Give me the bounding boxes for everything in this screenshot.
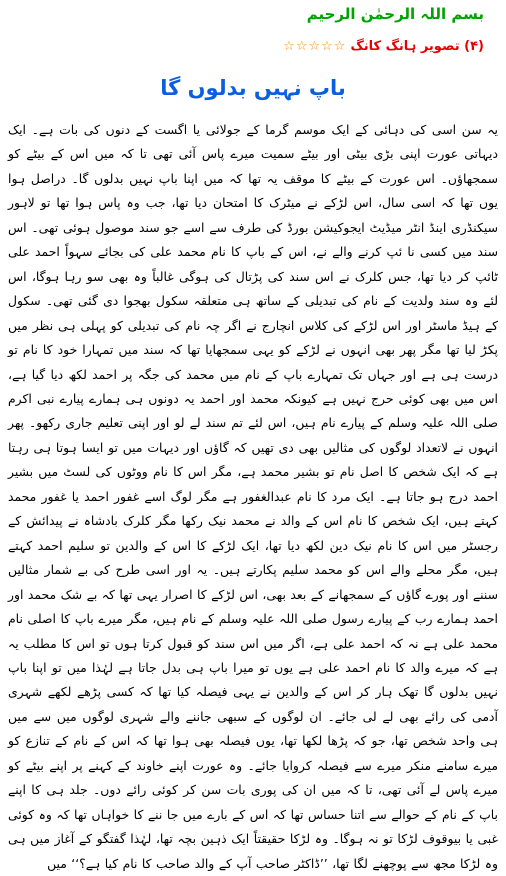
story-paragraph: یہ سن اسی کی دہائی کے ایک موسم گرما کے جولائی یا اگست کے دنوں کی بات ہے۔ ایک دیہاتی عورت اپنی بڑی بیٹی اور بیٹے سمیت میرے پاس آئی تھی تا کہ میں اس کے بیٹے کو سمجھاؤں۔ اس عورت کے بیٹے کا موقف یہ تھا کہ میں اپنا باپ نہیں بدلوں گا۔ دراصل ہوا یوں تھا کہ اسی سال، اس لڑکے نے میٹرک کا امتحان دیا تھا، جب وہ پاس ہوا تھا تو لاہور سیکنڈری اینڈ انٹر میڈیٹ ایجوکیشن بورڈ کی طرف سے اسے جو سند موصول ہوئی تھی۔ اس سند میں کسی نا ئپ کرنے والے نے، اس کے باپ کا نام محمد علی کی بجائے سہواً احمد علی ٹائپ کر دیا تھا، جس کلرک نے اس سند کی پڑتال کی ہوگی غالباً وہ بھی سو رہا ہوگا، اس لئے وہ سند ولدیت کے نام کی تبدیلی کے ساتھ ہی متعلقہ سکول بھجوا دی گئی تھی۔ سکول کے ہیڈ ماسٹر اور اس لڑکے کی کلاس انچارج نے اگر چہ نام کی تبدیلی کو پہلی ہی نظر میں پکڑ لیا تھا مگر پھر بھی انہوں نے لڑکے کو یہی سمجھایا تھا کہ سند میں تمہارا خود کا نام تو درست ہی ہے اور جہاں تک تمہارے باپ کے نام میں محمد کی جگہ پر احمد لکھ دیا گیا ہے، اس میں بھی کوئی حرج نہیں ہے کیونکہ محمد اور احمد یہ دونوں ہی ہمارے پیارے نبی اکرم صلی اللہ علیہ وسلم کے پیارے نام ہیں، اس لئے تم سند لے لو اور اپنی تعلیم جاری رکھو۔ پھر انہوں نے لاتعداد لوگوں کی مثالیں بھی دی تھیں کہ گاؤں اور دیہات میں تو ایسا ہوتا ہی رہتا ہے کہ ایک شخص کا اصل نام تو بشیر محمد ہے، مگر اس کا نام ووٹوں کی لسٹ میں بشیر احمد درج ہو جاتا ہے۔ ایک مرد کا نام عبدالغفور ہے مگر لوگ اسے غفور احمد یا غفور محمد کہتے ہیں، ایک شخص کا نام اس کے والد نے محمد نیک رکھا مگر کلرک بادشاہ نے پیدائش کے رجسٹر میں اس کا نام نیک دین لکھ دیا تھا، ایک لڑکے کا اس کے والدین تو سلیم احمد کہتے ہیں، مگر محلے والے اس کو محمد سلیم پکارتے ہیں۔ یہ اور اسی طرح کی بے شمار مثالیں سننے اور پورے گاؤں کے سمجھانے کے بعد بھی، اس لڑکے کا اصرار یہی تھا کہ بے شک محمد اور احمد ہمارے رب کے پیارے رسول صلی اللہ علیہ وسلم کے نام ہیں، مگر میرے باپ کا اصلی نام محمد علی ہے نہ کہ احمد علی ہے، اگر میں اس سند کو قبول کرتا ہوں تو اس کا مطلب یہ ہے کہ میرے والد کا نام احمد علی ہے یوں تو میرا باپ ہی بدل جاتا ہے لہٰذا میں تو اپنا باپ نہیں بدلوں گا تھک ہار کر اس کے والدین نے یہی فیصلہ کیا تھا کہ کسی پڑھے لکھے شہری آدمی کی رائے بھی لے لی جائے۔ ان لوگوں کے سبھی جاننے والے شہری لوگوں میں سے میں ہی واحد شخص تھا، جو کہ پڑھا لکھا تھا، یوں فیصلہ بھی ہوا تھا کہ اس کے نام کے تنازع کو میرے سامنے منکر میرے سے فیصلہ کروایا جائے۔ وہ عورت اپنے خاوند کے کہنے پر اپنے بیٹے کو میرے پاس لے آئی تھی، تا کہ میں ان کی پوری بات سن کر کوئی رائے دوں۔ جلد ہی کا اپنے باپ کے نام کے حوالے سے اتنا حساس تھا کہ اس کے بارے میں جا ننے کا خواہاں تھا کہ وہ کوئی غبی یا بیوقوف لڑکا تو نہ ہوگا۔ وہ لڑکا حقیقتاً ایک ذہین بچہ تھا، لہٰذا گفتگو کے آغاز میں ہی وہ لڑکا مجھ سے پوچھنے لگا تھا، ’’ڈاکٹر صاحب آپ کے والد صاحب کا نام کیا ہے؟‘‘ میں	[8, 122, 498, 871]
bismillah-heading: بسم اللہ الرحمٰن الرحیم	[306, 5, 484, 23]
series-heading	[283, 38, 484, 56]
star-rating-icon: ☆☆☆☆☆	[283, 39, 347, 54]
story-body	[8, 118, 498, 871]
series-name: (۴) تصویر ہانگ کانگ	[350, 39, 484, 54]
story-title: باپ نہیں بدلوں گا	[160, 76, 346, 100]
